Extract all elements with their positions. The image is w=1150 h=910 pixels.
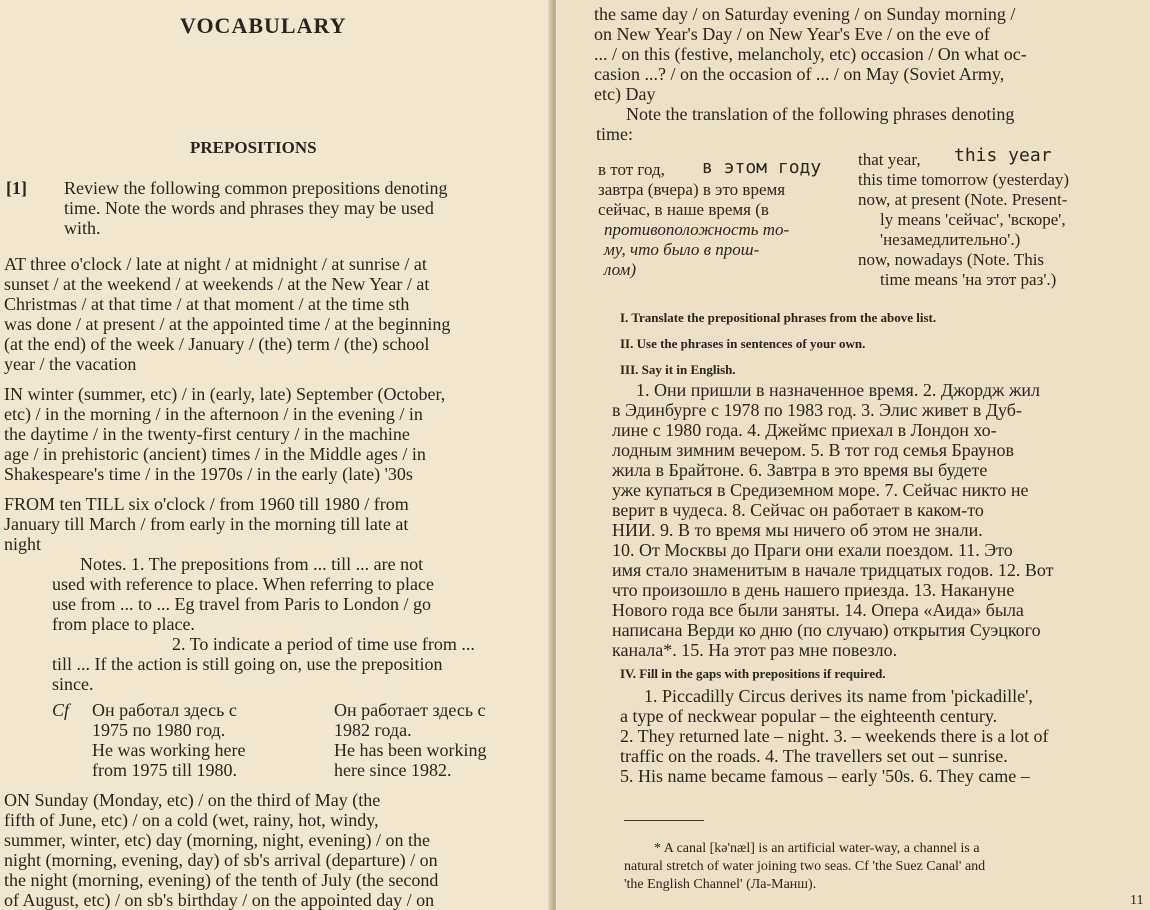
exercise-4-line: a type of neckwear popular – the eighteenth century. <box>620 706 998 726</box>
cf-left-line: from 1975 till 1980. <box>92 760 237 780</box>
at-line: (at the end) of the week / January / (the) term / (the) school <box>4 334 430 354</box>
translation-left-line: сейчас, в наше время (в <box>598 200 769 219</box>
at-line: year / the vacation <box>4 354 137 374</box>
on-line: fifth of June, etc) / on a cold (wet, rainy, hot, windy, <box>4 810 379 830</box>
at-line: sunset / at the weekend / at weekends / at the New Year / at <box>4 274 430 294</box>
cf-left-line: Он работал здесь с <box>92 700 237 720</box>
exercise-3-heading: III. Say it in English. <box>620 362 736 377</box>
intro-line: Review the following common prepositions denoting <box>64 178 448 198</box>
footnote-line: 'the English Channel' (Ла-Манш). <box>624 877 817 892</box>
exercise-3-line: верит в чудеса. 8. Сейчас он работает в каком-то <box>612 500 984 520</box>
cf-left-line: 1975 по 1980 год. <box>92 720 226 740</box>
notes-line: 2. To indicate a period of time use from ... <box>172 634 475 654</box>
cf-right-line: 1982 года. <box>334 720 412 740</box>
exercise-2-heading: II. Use the phrases in sentences of your own. <box>620 336 866 351</box>
in-line: the daytime / in the twenty-first century / in the machine <box>4 424 410 444</box>
exercise-3-line: НИИ. 9. В то время мы ничего об этом не знали. <box>612 520 983 540</box>
notes-line: used with reference to place. When referring to place <box>52 574 434 594</box>
exercise-4-line: traffic on the roads. 4. The travellers set out – sunrise. <box>620 746 1008 766</box>
exercise-3-line: написана Верди ко дню (по случаю) открытия Суэцкого <box>612 620 1041 640</box>
section-title: PREPOSITIONS <box>190 138 317 157</box>
translation-left-line: му, что было в прош- <box>604 240 760 259</box>
on-cont-line: casion ...? / on the occasion of ... / on May (Soviet Army, <box>594 64 1005 84</box>
in-line: etc) / in the morning / in the afternoon / in the evening / in <box>4 404 423 424</box>
on-cont-line: on New Year's Day / on New Year's Eve / on the eve of <box>594 24 990 44</box>
exercise-3-line: что произошло в день нашего приезда. 13. Накануне <box>612 580 1015 600</box>
translation-right-line: 'незамедлительно'.) <box>880 230 1021 249</box>
notes-line: Notes. 1. The prepositions from ... till ... are not <box>80 554 424 574</box>
notes-line: till ... If the action is still going on, use the preposition <box>52 654 443 674</box>
left-page <box>0 0 552 910</box>
at-line: was done / at present / at the appointed time / at the beginning <box>4 314 451 334</box>
translation-right-line: this time tomorrow (yesterday) <box>858 170 1070 189</box>
in-line: Shakespeare's time / in the 1970s / in the early (late) '30s <box>4 464 413 484</box>
exercise-3-line: лодным зимним вечером. 5. В тот год семья Браунов <box>612 440 1015 460</box>
intro-line: with. <box>64 218 101 238</box>
notes-line: since. <box>52 674 94 694</box>
exercise-3-line: 1. Они пришли в назначенное время. 2. Джордж жил <box>636 380 1040 400</box>
from-line: FROM ten TILL six o'clock / from 1960 till 1980 / from <box>4 494 409 514</box>
on-line: of August, etc) / on sb's birthday / on the appointed day / on <box>4 890 435 910</box>
handwritten-annotation: this year <box>954 145 1052 166</box>
footnote-line: natural stretch of water joining two seas. Cf 'the Suez Canal' and <box>624 859 986 874</box>
exercise-1-heading: I. Translate the prepositional phrases from the above list. <box>620 310 937 325</box>
translation-right-line: that year, <box>858 150 921 169</box>
handwritten-annotation: в этом году <box>702 157 822 178</box>
cf-right-line: He has been working <box>334 740 487 760</box>
exercise-4-line: 1. Piccadilly Circus derives its name from 'pickadille', <box>644 686 1033 706</box>
page-number: 11 <box>1130 893 1144 908</box>
from-line: night <box>4 534 42 554</box>
translation-right-line: now, nowadays (Note. This <box>858 250 1045 269</box>
translation-right-line: now, at present (Note. Present- <box>858 190 1068 209</box>
exercise-3-line: уже купаться в Средиземном море. 7. Сейчас никто не <box>612 480 1029 500</box>
note-line: time: <box>596 124 633 144</box>
on-line: the night (morning, evening) of the tenth of July (the second <box>4 870 439 890</box>
cf-right-line: here since 1982. <box>334 760 452 780</box>
from-line: January till March / from early in the morning till late at <box>4 514 409 534</box>
translation-left-line: завтра (вчера) в это время <box>598 180 786 199</box>
cf-left-line: He was working here <box>92 740 246 760</box>
page-title: VOCABULARY <box>180 13 347 38</box>
exercise-4-line: 5. His name became famous – early '50s. 6. They came – <box>620 766 1030 786</box>
exercise-4-heading: IV. Fill in the gaps with prepositions if required. <box>620 666 886 681</box>
exercise-3-line: жила в Брайтоне. 6. Завтра в это время вы будете <box>612 460 988 480</box>
on-line: ON Sunday (Monday, etc) / on the third of May (the <box>4 790 381 810</box>
at-line: Christmas / at that time / at that moment / at the time sth <box>4 294 410 314</box>
on-cont-line: etc) Day <box>594 84 656 104</box>
on-line: night (morning, evening, day) of sb's arrival (departure) / on <box>4 850 438 870</box>
translation-left-line: в тот год, <box>598 160 665 179</box>
intro-line: time. Note the words and phrases they may be used <box>64 198 434 218</box>
on-line: summer, winter, etc) day (morning, night, evening) / on the <box>4 830 430 850</box>
exercise-4-line: 2. They returned late – night. 3. – weekends there is a lot of <box>620 726 1049 746</box>
cf-right-line: Он работает здесь с <box>334 700 486 720</box>
notes-line: use from ... to ... Eg travel from Paris to London / go <box>52 594 431 614</box>
in-line: age / in prehistoric (ancient) times / in the Middle ages / in <box>4 444 426 464</box>
footnote-line: * A canal [kə'næl] is an artificial water-way, a channel is a <box>654 841 980 856</box>
on-cont-line: ... / on this (festive, melancholy, etc) occasion / On what oc- <box>594 44 1027 64</box>
translation-right-line: time means 'на этот раз'.) <box>880 270 1057 289</box>
exercise-3-line: лине с 1980 года. 4. Джеймс приехал в Лондон хо- <box>612 420 997 440</box>
exercise-3-line: имя стало знаменитым в начале тридцатых годов. 12. Вот <box>612 560 1054 580</box>
notes-line: from place to place. <box>52 614 195 634</box>
at-line: AT three o'clock / late at night / at midnight / at sunrise / at <box>4 254 427 274</box>
exercise-3-line: Нового года все были заняты. 14. Опера «Аида» была <box>612 600 1024 620</box>
exercise-3-line: 10. От Москвы до Праги они ехали поездом. 11. Это <box>612 540 1013 560</box>
footnote-divider <box>624 820 704 821</box>
on-cont-line: the same day / on Saturday evening / on Sunday morning / <box>594 4 1016 24</box>
exercise-3-line: канала*. 15. На этот раз мне повезло. <box>612 640 898 660</box>
exercise-3-line: в Эдинбурге с 1978 по 1983 год. 3. Элис живет в Дуб- <box>612 400 1022 420</box>
translation-right-line: ly means 'сейчас', 'вскоре', <box>880 210 1066 229</box>
in-line: IN winter (summer, etc) / in (early, late) September (October, <box>4 384 446 404</box>
translation-left-line: противоположность то- <box>604 220 790 239</box>
cf-label: Cf <box>52 700 70 720</box>
right-page <box>556 0 1150 910</box>
note-line: Note the translation of the following phrases denoting <box>626 104 1015 124</box>
exercise-number: [1] <box>6 178 27 198</box>
translation-left-line: лом) <box>604 260 636 279</box>
